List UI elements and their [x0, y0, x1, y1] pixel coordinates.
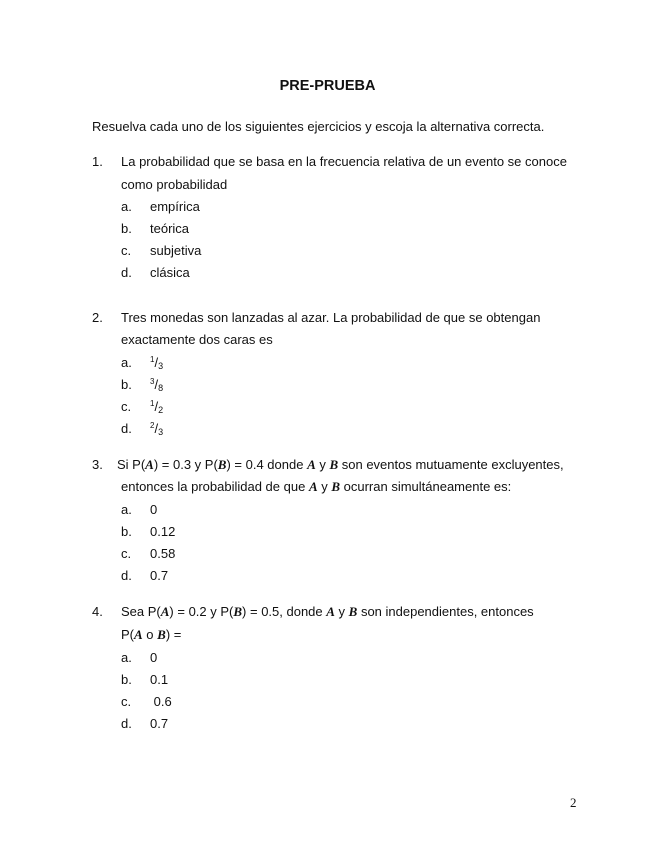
- text-run: ) = 0.4 donde: [226, 457, 308, 472]
- question-text: como probabilidad: [121, 177, 228, 192]
- option-text: subjetiva: [150, 243, 202, 258]
- fraction-denominator: 8: [158, 383, 164, 393]
- option-letter: c.: [121, 399, 132, 414]
- option-text: 0.12: [150, 524, 176, 539]
- variable-a: A: [134, 627, 143, 642]
- fraction-numerator: 1: [150, 355, 155, 364]
- variable-b: B: [329, 457, 339, 472]
- option-letter: b.: [121, 524, 132, 539]
- option-letter: b.: [121, 377, 132, 392]
- question-text: [121, 479, 511, 495]
- question-text: Tres monedas son lanzadas al azar. La probabilidad de que se obtengan: [121, 310, 541, 325]
- option-letter: a.: [121, 502, 132, 517]
- text-run: ) =: [165, 627, 182, 642]
- option-letter: a.: [121, 199, 132, 214]
- text-run: Si P(: [117, 457, 146, 472]
- option-letter: d.: [121, 568, 132, 583]
- question-text: [121, 604, 534, 620]
- variable-a: A: [308, 479, 318, 494]
- page-title: PRE-PRUEBA: [279, 78, 376, 94]
- option-letter: d.: [121, 716, 132, 731]
- text-run: ) = 0.2 y P(: [169, 604, 234, 619]
- option-fraction: [150, 421, 163, 437]
- instructions: Resuelva cada uno de los siguientes ejercicios y escoja la alternativa correcta.: [92, 119, 545, 134]
- question-text: [117, 457, 564, 473]
- option-fraction: [150, 355, 163, 371]
- variable-b: B: [157, 627, 166, 642]
- text-run: ) = 0.5, donde: [242, 604, 327, 619]
- option-text: 0: [150, 650, 158, 665]
- question-number: 3.: [92, 457, 103, 472]
- text-run: y: [334, 604, 349, 619]
- text-run: y: [315, 457, 330, 472]
- variable-a: A: [145, 457, 154, 472]
- question-text: [121, 627, 181, 643]
- text-run: son independientes, entonces: [357, 604, 534, 619]
- variable-b: B: [233, 604, 243, 619]
- fraction-numerator: 3: [150, 377, 155, 386]
- option-fraction: [150, 377, 163, 393]
- fraction-slash: /: [154, 355, 159, 370]
- option-text: 0.7: [150, 716, 169, 731]
- option-letter: b.: [121, 672, 132, 687]
- option-letter: c.: [121, 546, 132, 561]
- option-letter: c.: [121, 694, 132, 709]
- option-fraction: [150, 399, 163, 415]
- text-run: entonces la probabilidad de que: [121, 479, 309, 494]
- question-number: 2.: [92, 310, 103, 325]
- fraction-slash: /: [154, 399, 159, 414]
- fraction-denominator: 2: [158, 405, 164, 415]
- option-text: 0.58: [150, 546, 176, 561]
- variable-b: B: [348, 604, 358, 619]
- fraction-slash: /: [154, 377, 159, 392]
- option-text: teórica: [150, 221, 190, 236]
- variable-a: A: [307, 457, 316, 472]
- text-run: o: [142, 627, 158, 642]
- text-run: P(: [121, 627, 134, 642]
- variable-a: A: [160, 604, 170, 619]
- variable-a: A: [326, 604, 335, 619]
- variable-b: B: [331, 479, 341, 494]
- text-run: ocurran simultáneamente es:: [340, 479, 512, 494]
- page-number: 2: [570, 795, 577, 810]
- option-letter: a.: [121, 650, 132, 665]
- option-letter: b.: [121, 221, 132, 236]
- option-letter: d.: [121, 265, 132, 280]
- text-run: ) = 0.3 y P(: [153, 457, 218, 472]
- fraction-numerator: 2: [150, 421, 155, 430]
- fraction-slash: /: [154, 421, 159, 436]
- option-text: 0: [150, 502, 158, 517]
- question-text: exactamente dos caras es: [121, 332, 273, 347]
- text-run: son eventos mutuamente excluyentes,: [338, 457, 564, 472]
- option-text: 0.1: [150, 672, 169, 687]
- question-text: La probabilidad que se basa en la frecuencia relativa de un evento se conoce: [121, 154, 567, 169]
- text-run: Sea P(: [121, 604, 161, 619]
- option-text: 0.6: [150, 694, 172, 709]
- option-text: clásica: [150, 265, 190, 280]
- text-run: y: [317, 479, 332, 494]
- variable-b: B: [217, 457, 227, 472]
- fraction-denominator: 3: [158, 361, 164, 371]
- fraction-numerator: 1: [150, 399, 155, 408]
- option-letter: c.: [121, 243, 132, 258]
- fraction-denominator: 3: [158, 427, 164, 437]
- question-number: 4.: [92, 604, 103, 619]
- option-letter: a.: [121, 355, 132, 370]
- option-text: empírica: [150, 199, 200, 214]
- question-number: 1.: [92, 154, 103, 169]
- option-letter: d.: [121, 421, 132, 436]
- option-text: 0.7: [150, 568, 169, 583]
